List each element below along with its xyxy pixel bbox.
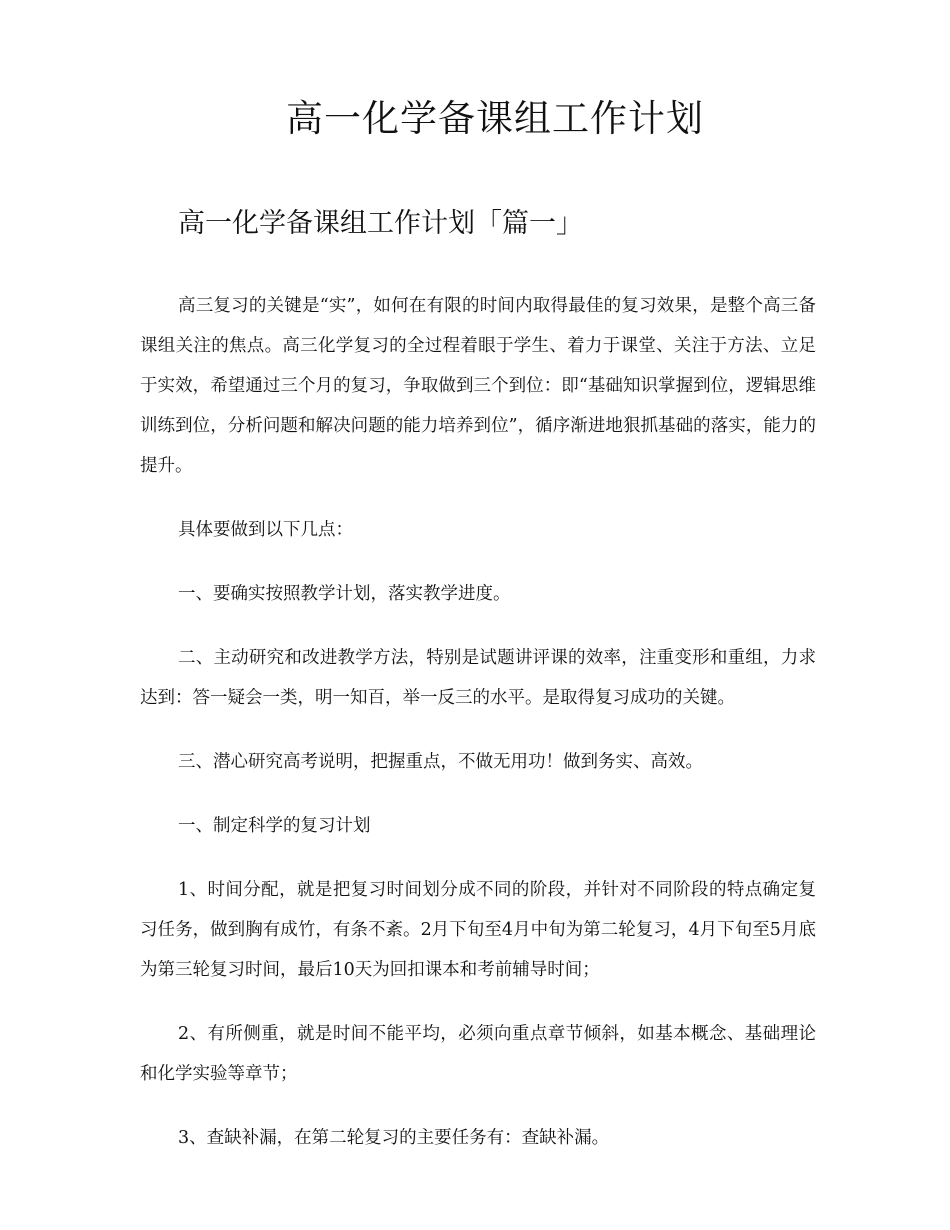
paragraph-point-2: 二、主动研究和改进教学方法，特别是试题讲评课的效率，注重变形和重组，力求达到：答一疑会一类，明一知百，举一反三的水平。是取得复习成功的关键。 xyxy=(140,648,816,708)
paragraph-point-1: 一、要确实按照教学计划，落实教学进度。 xyxy=(178,584,511,604)
document-title: 高一化学备课组工作计划 xyxy=(286,97,704,140)
document-body xyxy=(140,286,816,1182)
paragraph-intro: 高三复习的关键是“实”，如何在有限的时间内取得最佳的复习效果，是整个高三备课组关注的焦点。高三化学复习的全过程着眼于学生、着力于课堂、关注于方法、立足于实效，希望通过三个月的复习，争取做到三个到位：即“基础知识掌握到位，逻辑思维训练到位，分析问题和解决问题的能力培养到位”，循序渐进地狠抓基础的落实，能力的提升。 xyxy=(140,296,816,476)
paragraph-point-3: 三、潜心研究高考说明，把握重点，不做无用功！做到务实、高效。 xyxy=(178,752,703,772)
paragraph-heading-plan: 一、制定科学的复习计划 xyxy=(178,816,371,836)
paragraph-item-1: 1、时间分配，就是把复习时间划分成不同的阶段，并针对不同阶段的特点确定复习任务，做到胸有成竹，有条不紊。2月下旬至4月中旬为第二轮复习，4月下旬至5月底为第三轮复习时间，最后10天为回扣课本和考前辅导时间； xyxy=(140,880,816,980)
paragraph-item-3: 3、查缺补漏，在第二轮复习的主要任务有：查缺补漏。 xyxy=(178,1128,610,1148)
section-title: 高一化学备课组工作计划「篇一」 xyxy=(178,208,583,239)
paragraph-requirements-lead: 具体要做到以下几点： xyxy=(178,520,353,540)
paragraph-item-2: 2、有所侧重，就是时间不能平均，必须向重点章节倾斜，如基本概念、基础理论和化学实验等章节； xyxy=(140,1024,816,1084)
